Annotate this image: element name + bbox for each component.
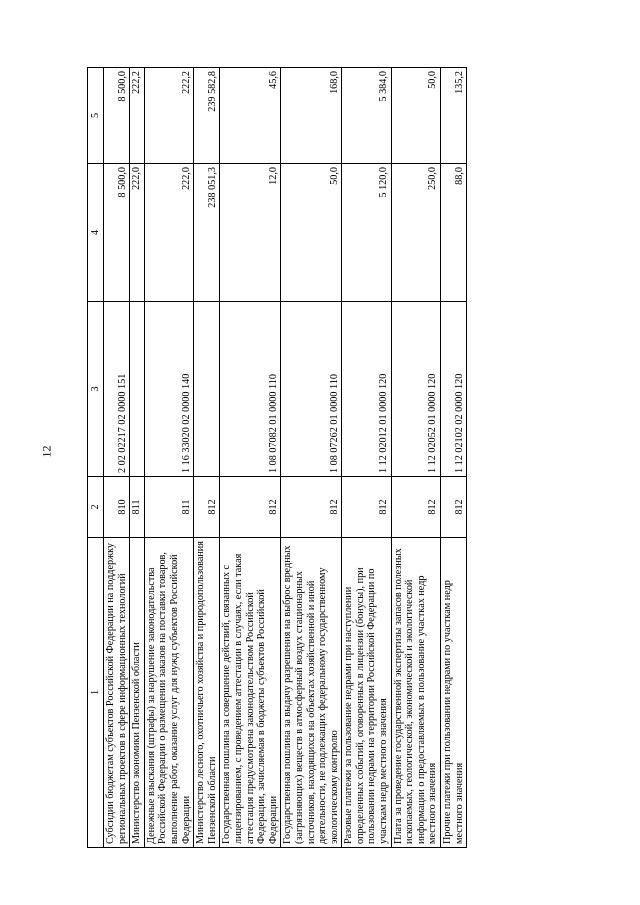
row-value-4: 50,0 (281, 164, 342, 302)
row-name: Государственная пошлина за совершение действий, связанных с лицензированием, с проведением аттестации в случаях, если такая аттестация предусмотрена законодательством Российской Федерации, зачисляемая в бюджеты субъектов Российской Федерации (220, 538, 281, 848)
page-number: 12 (39, 445, 54, 458)
table-row (220, 68, 281, 848)
row-value-4: 238 051,3 (194, 164, 220, 302)
row-admin-code: 812 (281, 477, 342, 538)
header-col-1: 1 (88, 538, 104, 848)
row-value-5: 222,2 (130, 68, 145, 164)
row-value-5: 45,6 (220, 68, 281, 164)
row-admin-code: 811 (130, 477, 145, 538)
row-value-5: 5 384,0 (342, 68, 391, 164)
rotated-table-wrapper (87, 68, 551, 848)
table-row (144, 68, 193, 848)
row-value-5: 8 500,0 (104, 68, 130, 164)
row-name: Министерство экономики Пензенской области (130, 538, 145, 848)
row-value-4: 222,0 (144, 164, 193, 302)
row-budget-code: 1 12 02012 01 0000 120 (342, 302, 391, 477)
row-admin-code: 812 (194, 477, 220, 538)
row-value-5: 168,0 (281, 68, 342, 164)
row-name: Субсидии бюджетам субъектов Российской Федерации на поддержку региональных проектов в сфере информационных технологий (104, 538, 130, 848)
table-row (441, 68, 467, 848)
row-name: Государственная пошлина за выдачу разрешения на выброс вредных (загрязняющих) веществ в атмосферный воздух стационарных источников, находящихся на объектах хозяйственной и иной деятельности, не подлежащих федеральному государственному экологическому контролю (281, 538, 342, 848)
table-row (194, 68, 220, 848)
row-name: Прочие платежи при пользовании недрами по участкам недр местного значения (441, 538, 467, 848)
row-value-5: 239 582,8 (194, 68, 220, 164)
row-value-5: 135,2 (441, 68, 467, 164)
row-value-4: 250,0 (391, 164, 440, 302)
row-budget-code (130, 302, 145, 477)
row-admin-code: 812 (220, 477, 281, 538)
row-value-4: 222,0 (130, 164, 145, 302)
table-row (342, 68, 391, 848)
row-value-5: 222,2 (144, 68, 193, 164)
row-value-4: 8 500,0 (104, 164, 130, 302)
table-row (281, 68, 342, 848)
header-col-2: 2 (88, 477, 104, 538)
row-budget-code: 1 08 07082 01 0000 110 (220, 302, 281, 477)
row-budget-code: 1 12 02052 01 0000 120 (391, 302, 440, 477)
row-admin-code: 812 (342, 477, 391, 538)
row-name: Министерство лесного, охотничьего хозяйства и природопользования Пензенской области (194, 538, 220, 848)
table-header-row (88, 68, 104, 848)
row-value-4: 5 120,0 (342, 164, 391, 302)
row-value-4: 12,0 (220, 164, 281, 302)
revenue-table (87, 67, 467, 848)
row-name: Плата за проведение государственной экспертизы запасов полезных ископаемых, геологической, экономической и экологической информации о предоставляемых в пользование участках недр местного значения (391, 538, 440, 848)
header-col-3: 3 (88, 302, 104, 477)
header-col-5: 5 (88, 68, 104, 164)
table-row (104, 68, 130, 848)
row-budget-code: 1 16 33020 02 0000 140 (144, 302, 193, 477)
row-budget-code (194, 302, 220, 477)
table-row (391, 68, 440, 848)
row-value-5: 50,0 (391, 68, 440, 164)
row-admin-code: 811 (144, 477, 193, 538)
header-col-4: 4 (88, 164, 104, 302)
row-admin-code: 810 (104, 477, 130, 538)
row-name: Денежные взыскания (штрафы) за нарушение законодательства Российской Федерации о размещении заказов на поставки товаров, выполнение работ, оказание услуг для нужд субъектов Российской Федерации (144, 538, 193, 848)
row-admin-code: 812 (441, 477, 467, 538)
row-admin-code: 812 (391, 477, 440, 538)
row-budget-code: 2 02 02217 02 0000 151 (104, 302, 130, 477)
table-row (130, 68, 145, 848)
row-budget-code: 1 12 02102 02 0000 120 (441, 302, 467, 477)
row-value-4: 88,0 (441, 164, 467, 302)
row-budget-code: 1 08 07262 01 0000 110 (281, 302, 342, 477)
row-name: Разовые платежи за пользование недрами при наступлении определенных событий, оговоренных в лицензии (бонусы), при пользовании недрами на территории Российской Федерации по участкам недр местного значения (342, 538, 391, 848)
